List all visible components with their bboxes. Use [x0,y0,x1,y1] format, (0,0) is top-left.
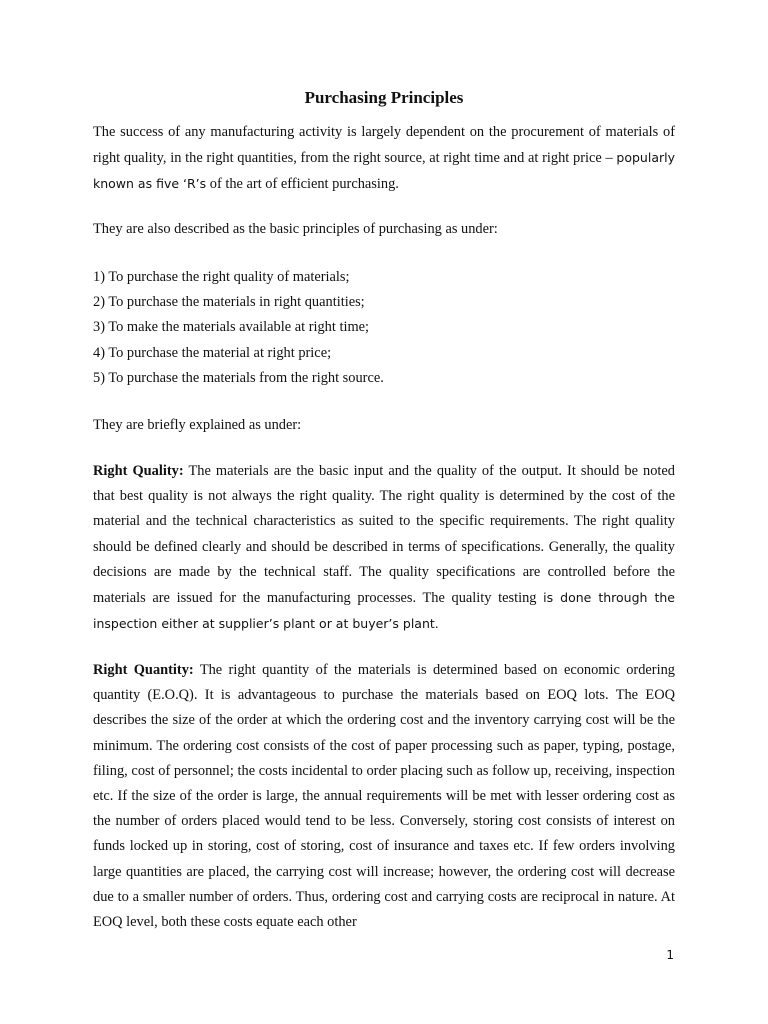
explain-paragraph: They are briefly explained as under: [93,417,302,433]
principle-item: 1) To purchase the right quality of materials; [93,269,350,285]
page-number: 1 [666,948,674,962]
lead-paragraph-sans-part: popularly known as five ‘R’s [93,150,675,192]
principle-item: 4) To purchase the material at right price; [93,344,332,361]
principles-list [93,265,675,391]
right-quality-paragraph [93,459,675,637]
principle-item: 2) To purchase the materials in right quantities; [93,294,365,311]
right-quality-label: Right Quality: [93,463,184,479]
principle-item: 5) To purchase the materials from the right source. [93,369,384,386]
lead-paragraph-main: The success of any manufacturing activity is largely dependent on the procurement of materials of right quality, in the right quantities, from the right source, at right time and at right price – [93,124,675,167]
right-quantity-label: Right Quantity: [93,662,194,678]
right-quality-text: The materials are the basic input and the quality of the output. It should be noted that best quality is not always the right quality. The right quality is determined by the cost of the material and the technical characteristics as suited to the specific requirements. The right quality should be defined clearly and should be described in terms of specifications. Generally, the quality decisions are made by the technical staff. The quality specifications are controlled before the materials are issued for the manufacturing processes. The quality testing [93,463,675,607]
right-quality-sans-tail: is done through the inspection either at supplier’s plant or at buyer’s plant. [93,590,675,632]
intro-paragraph: They are also described as the basic principles of purchasing as under: [93,221,498,237]
right-quantity-text: The right quantity of the materials is determined based on economic ordering quantity (E.O.Q). It is advantageous to purchase the materials based on EOQ lots. The EOQ describes the size of the order at which the ordering cost and the inventory carrying cost will be the minimum. The ordering cost consists of the cost of paper processing such as paper, typing, postage, filing, cost of personnel; the costs incidental to order placing such as follow up, receiving, inspection etc. If the size of the order is large, the annual requirements will be met with lesser ordering cost as the number of orders placed would tend to be less. Conversely, storing cost consists of interest on funds locked up in storing, cost of storing, cost of insurance and taxes etc. If few orders involving large quantities are placed, the carrying cost will increase; however, the ordering cost will decrease due to a smaller number of orders. Thus, ordering cost and carrying costs are reciprocal in nature. At EOQ level, both these costs equate each other [93,662,675,931]
lead-paragraph [93,120,675,198]
principle-item: 3) To make the materials available at right time; [93,319,370,336]
right-quantity-paragraph [93,658,675,935]
document-title: Purchasing Principles [304,88,464,107]
lead-paragraph-tail: of the art of efficient purchasing. [206,176,399,193]
